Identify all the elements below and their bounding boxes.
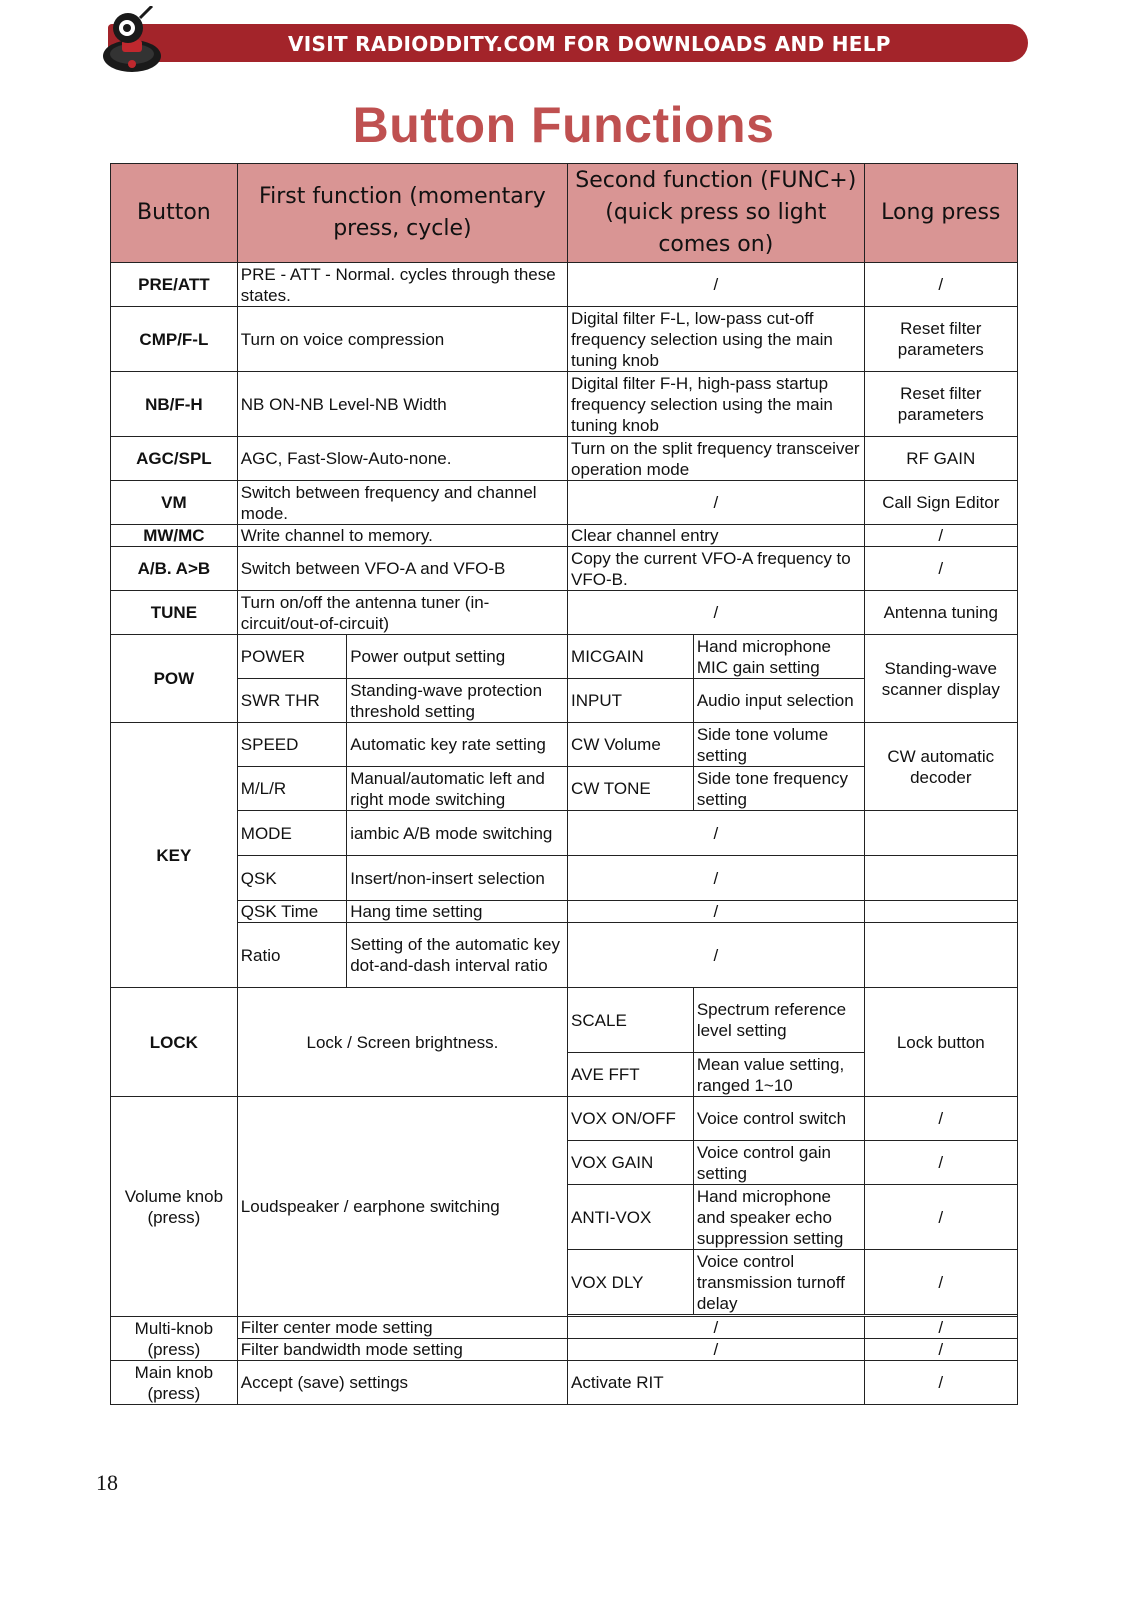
second-setting-name: INPUT [568,679,694,723]
table-row [111,923,1018,988]
second-function-cell: Turn on the split frequency transceiver operation mode [568,437,865,481]
long-press-cell: Standing-wave scanner display [864,635,1017,723]
sub-setting-name: SWR THR [237,679,346,723]
long-press-cell [864,811,1017,856]
page-number: 18 [96,1470,118,1495]
sub-setting-name: Ratio [237,923,346,988]
column-header: First function (momentary press, cycle) [237,164,567,263]
second-setting-name: CW Volume [568,723,694,767]
table-row [111,525,1018,547]
first-function-cell: Accept (save) settings [237,1361,567,1405]
button-functions-table [110,163,1018,1405]
button-cell: MW/MC [111,525,238,547]
table-row [111,988,1018,1053]
button-cell: AGC/SPL [111,437,238,481]
first-function-cell: Turn on voice compression [237,307,567,372]
column-header: Button [111,164,238,263]
sub-setting-desc: Setting of the automatic key dot-and-dash interval ratio [347,923,568,988]
sub-setting-desc: Insert/non-insert selection [347,856,568,901]
page-title: Button Functions [352,97,775,153]
table-row [111,591,1018,635]
second-function-cell: Clear channel entry [568,525,865,547]
sub-setting-desc: Hang time setting [347,901,568,923]
sub-setting-desc: Automatic key rate setting [347,723,568,767]
first-function-cell: Write channel to memory. [237,525,567,547]
second-setting-desc: Hand microphone and speaker echo suppression setting [693,1185,864,1250]
table-row [111,263,1018,307]
sub-setting-name: QSK Time [237,901,346,923]
long-press-cell [864,856,1017,901]
button-cell: KEY [111,723,238,988]
second-setting-name: AVE FFT [568,1053,694,1097]
table-row [111,1361,1018,1405]
sub-setting-name: M/L/R [237,767,346,811]
second-function-cell: / [568,901,865,923]
long-press-cell: / [864,547,1017,591]
table-row [111,856,1018,901]
button-cell: CMP/F-L [111,307,238,372]
second-setting-desc: Spectrum reference level setting [693,988,864,1053]
second-function-cell: Digital filter F-L, low-pass cut-off frequency selection using the main tuning knob [568,307,865,372]
second-setting-name: VOX DLY [568,1250,694,1315]
sub-setting-name: SPEED [237,723,346,767]
long-press-cell: Lock button [864,988,1017,1097]
second-setting-desc: Side tone frequency setting [693,767,864,811]
button-cell: Volume knob (press) [111,1097,238,1317]
first-function-cell: NB ON-NB Level-NB Width [237,372,567,437]
long-press-cell: / [864,1185,1017,1250]
header-banner [108,24,1028,62]
table-row [111,547,1018,591]
long-press-cell: / [864,1361,1017,1405]
table-row [111,901,1018,923]
banner-text: VISIT RADIODDITY.COM FOR DOWNLOADS AND HELP [288,32,891,56]
second-function-cell: / [568,1339,865,1361]
sub-setting-name: POWER [237,635,346,679]
second-function-cell: / [568,263,865,307]
long-press-cell: Antenna tuning [864,591,1017,635]
second-function-cell: / [568,591,865,635]
long-press-cell: / [864,263,1017,307]
button-cell: Main knob (press) [111,1361,238,1405]
table-row [111,307,1018,372]
second-function-cell: / [568,923,865,988]
button-cell: TUNE [111,591,238,635]
second-function-cell: Digital filter F-H, high-pass startup frequency selection using the main tuning knob [568,372,865,437]
second-setting-name: MICGAIN [568,635,694,679]
button-cell: PRE/ATT [111,263,238,307]
table-row [111,635,1018,679]
table-row [111,1097,1018,1141]
table-row [111,811,1018,856]
second-setting-desc: Mean value setting, ranged 1~10 [693,1053,864,1097]
first-function-cell: Switch between VFO-A and VFO-B [237,547,567,591]
second-function-cell: Copy the current VFO-A frequency to VFO-B. [568,547,865,591]
first-function-cell: Switch between frequency and channel mode. [237,481,567,525]
long-press-cell: CW automatic decoder [864,723,1017,811]
first-function-cell: Filter center mode setting [237,1317,567,1339]
table-row [111,481,1018,525]
second-setting-desc: Voice control gain setting [693,1141,864,1185]
long-press-cell: Reset filter parameters [864,307,1017,372]
second-function-cell: / [568,481,865,525]
button-cell: A/B. A>B [111,547,238,591]
button-cell: POW [111,635,238,723]
long-press-cell [864,901,1017,923]
second-setting-name: ANTI-VOX [568,1185,694,1250]
long-press-cell: / [864,1339,1017,1361]
table-header-row [111,164,1018,263]
long-press-cell: Call Sign Editor [864,481,1017,525]
column-header: Long press [864,164,1017,263]
first-function-cell: PRE - ATT - Normal. cycles through these states. [237,263,567,307]
second-setting-name: SCALE [568,988,694,1053]
button-cell: NB/F-H [111,372,238,437]
sub-setting-name: MODE [237,811,346,856]
long-press-cell: / [864,1250,1017,1315]
first-function-cell: Loudspeaker / earphone switching [237,1097,567,1317]
long-press-cell: RF GAIN [864,437,1017,481]
second-setting-desc: Voice control switch [693,1097,864,1141]
table-row [111,723,1018,767]
second-setting-name: VOX ON/OFF [568,1097,694,1141]
long-press-cell [864,923,1017,988]
second-setting-name: VOX GAIN [568,1141,694,1185]
long-press-cell: / [864,1317,1017,1339]
long-press-cell: / [864,525,1017,547]
table-row [111,1339,1018,1361]
sub-setting-desc: Standing-wave protection threshold setting [347,679,568,723]
second-setting-name: CW TONE [568,767,694,811]
column-header: Second function (FUNC+) (quick press so light comes on) [568,164,865,263]
first-function-cell: Filter bandwidth mode setting [237,1339,567,1361]
second-setting-desc: Side tone volume setting [693,723,864,767]
sub-setting-name: QSK [237,856,346,901]
first-function-cell: Turn on/off the antenna tuner (in-circuit/out-of-circuit) [237,591,567,635]
second-setting-desc: Audio input selection [693,679,864,723]
long-press-cell: / [864,1097,1017,1141]
second-setting-desc: Hand microphone MIC gain setting [693,635,864,679]
first-function-cell: Lock / Screen brightness. [237,988,567,1097]
button-cell: LOCK [111,988,238,1097]
table-row [111,1317,1018,1339]
second-function-cell: Activate RIT [568,1361,865,1405]
table-row [111,437,1018,481]
second-function-cell: / [568,811,865,856]
second-setting-desc: Voice control transmission turnoff delay [693,1250,864,1315]
first-function-cell: AGC, Fast-Slow-Auto-none. [237,437,567,481]
long-press-cell: Reset filter parameters [864,372,1017,437]
sub-setting-desc: Power output setting [347,635,568,679]
radioddity-robot-logo-icon [100,6,164,74]
second-function-cell: / [568,1317,865,1339]
long-press-cell: / [864,1141,1017,1185]
sub-setting-desc: iambic A/B mode switching [347,811,568,856]
table-row [111,372,1018,437]
second-function-cell: / [568,856,865,901]
button-cell: Multi-knob (press) [111,1317,238,1361]
sub-setting-desc: Manual/automatic left and right mode switching [347,767,568,811]
button-cell: VM [111,481,238,525]
